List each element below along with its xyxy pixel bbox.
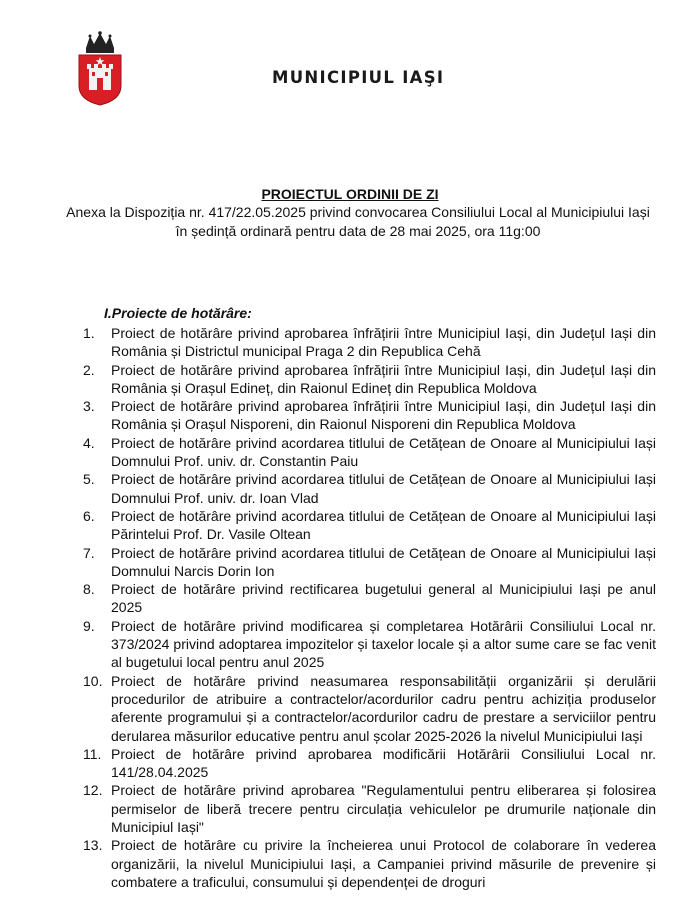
- item-number: 4.: [83, 434, 95, 451]
- item-number: 10.: [83, 672, 103, 689]
- item-text: Proiect de hotărâre privind aprobarea înfrățirii între Municipiul Iași, din Județul Iași din România și Orașul Edineț, din Raionul Edineț din Republica Moldova: [111, 361, 656, 396]
- agenda-item: [83, 544, 656, 581]
- item-text: Proiect de hotărâre privind aprobarea modificării Hotărârii Consiliului Local nr. 141/28.04.2025: [111, 745, 656, 781]
- document-subtitle: Anexa la Dispoziția nr. 417/22.05.2025 privind convocarea Consiliului Local al Municipiului Iași în ședință ordinară pentru data de 28 mai 2025, ora 11g:00: [66, 204, 650, 239]
- item-text: Proiect de hotărâre cu privire la încheierea unui Protocol de colaborare în vederea organizării, la nivelul Municipiului Iași, a Campaniei privind măsurile de prevenire și combatere a traficului, consumului și dependenței de droguri: [111, 837, 656, 890]
- document-title: PROIECTUL ORDINII DE ZI: [261, 186, 439, 202]
- item-text: Proiect de hotărâre privind rectificarea bugetului general al Municipiului Iași pe anul 2025: [111, 581, 656, 616]
- agenda-item: [83, 580, 656, 617]
- item-number: 11.: [83, 745, 102, 762]
- item-text: Proiect de hotărâre privind acordarea titlului de Cetățean de Onoare al Municipiului Iași Domnului Narcis Dorin Ion: [111, 544, 656, 579]
- agenda-item: [83, 434, 656, 471]
- item-text: Proiect de hotărâre privind neasumarea responsabilității organizării și derulării procedurilor de atribuire a contractelor/acordurilor cadru pentru achiziția produselor aferente programului și a contractelor/acordurilor cadru de prestare a serviciilor pentru derularea măsurilor educative pentru anul școlar 2025-2026 la nivelul Municipiului Iași: [111, 672, 656, 744]
- item-text: Proiect de hotărâre privind modificarea și completarea Hotărârii Consiliului Local nr. 373/2024 privind adoptarea impozitelor și taxelor locale și a altor sume care se fac venit al bugetului local pentru anul 2025: [111, 617, 656, 671]
- item-text: Proiect de hotărâre privind acordarea titlului de Cetățean de Onoare al Municipiului Iași Domnului Prof. univ. dr. Ioan Vlad: [111, 471, 656, 506]
- agenda-item: [83, 781, 656, 836]
- item-number: 9.: [83, 617, 95, 634]
- agenda-item: [83, 361, 656, 398]
- item-number: 3.: [83, 398, 95, 415]
- agenda-item: [83, 672, 656, 745]
- item-number: 1.: [83, 325, 95, 341]
- iasi-coat-of-arms-icon: [76, 30, 124, 106]
- section-heading: I.Proiecte de hotărâre:: [104, 305, 252, 321]
- item-text: Proiect de hotărâre privind acordarea titlului de Cetățean de Onoare al Municipiului Iași Domnului Prof. univ. dr. Constantin Paiu: [111, 434, 656, 470]
- agenda-list: [83, 324, 656, 891]
- item-text: Proiect de hotărâre privind aprobarea "Regulamentului pentru eliberarea și folosirea permiselor de liberă trecere pentru circulația vehiculelor pe drumurile naționale din Municipiul Iași": [111, 782, 656, 836]
- item-number: 6.: [83, 507, 95, 524]
- item-text: Proiect de hotărâre privind acordarea titlului de Cetățean de Onoare al Municipiului Iași Părintelui Prof. Dr. Vasile Oltean: [111, 507, 656, 543]
- item-number: 8.: [83, 581, 95, 598]
- item-number: 13.: [83, 837, 103, 854]
- municipality-name: MUNICIPIUL IAŞI: [272, 68, 445, 87]
- agenda-item: [83, 470, 656, 507]
- agenda-item: [83, 836, 656, 891]
- item-text: Proiect de hotărâre privind aprobarea înfrățirii între Municipiul Iași, din Județul Iași din România și Orașul Nisporeni, din Raionul Nisporeni din Republica Moldova: [111, 398, 656, 433]
- agenda-item: [83, 397, 656, 434]
- agenda-item: [83, 324, 656, 361]
- item-number: 5.: [83, 471, 95, 488]
- item-number: 7.: [83, 544, 95, 561]
- item-number: 12.: [83, 782, 103, 799]
- agenda-item: [83, 745, 656, 782]
- agenda-item: [83, 617, 656, 672]
- item-number: 2.: [83, 361, 95, 378]
- item-text: Proiect de hotărâre privind aprobarea înfrățirii între Municipiul Iași, din Județul Iași din România și Districtul municipal Praga 2 din Republica Cehă: [111, 325, 656, 360]
- agenda-item: [83, 507, 656, 544]
